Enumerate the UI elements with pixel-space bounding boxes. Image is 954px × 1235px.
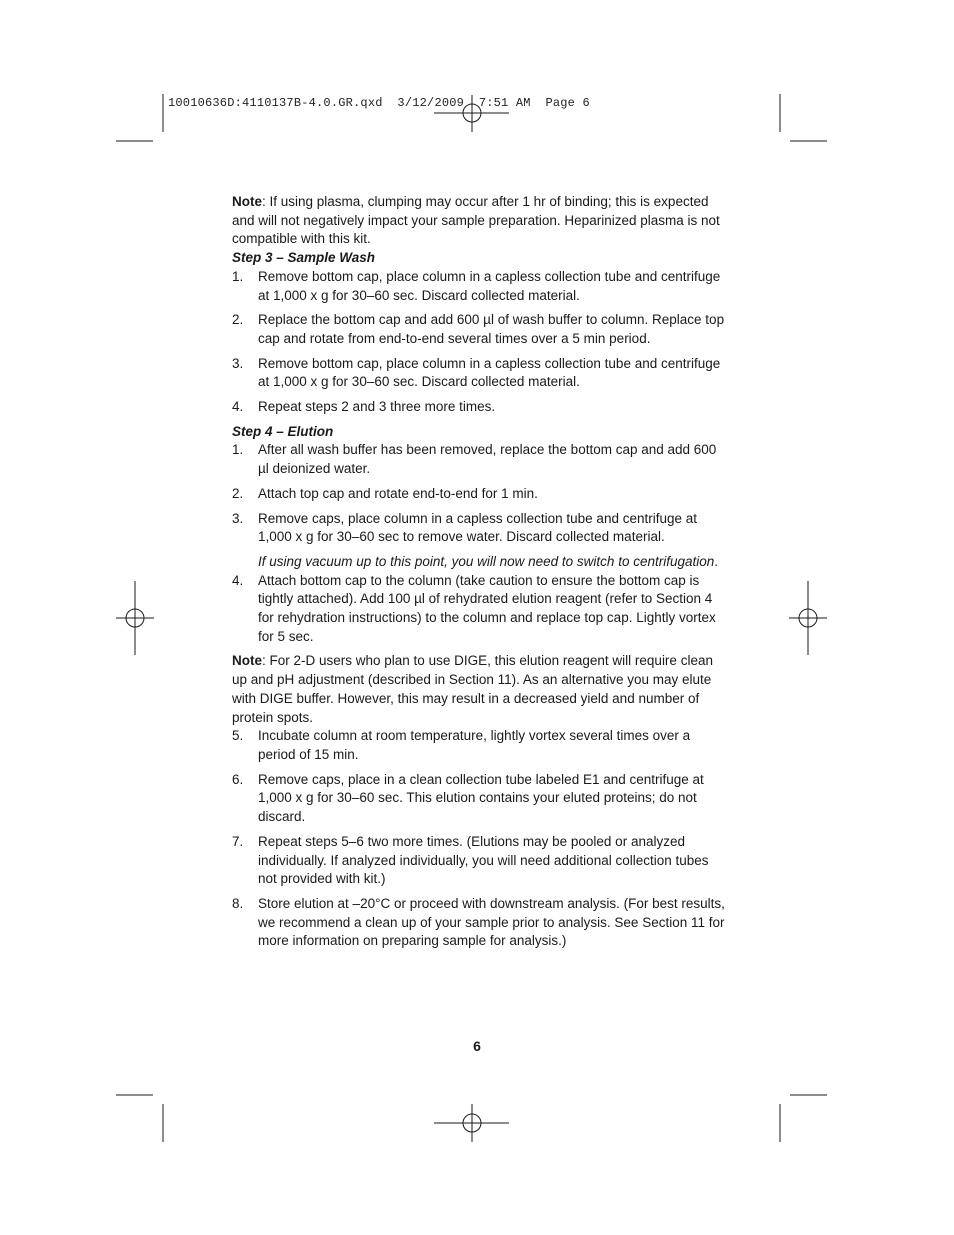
list-item: 8. Store elution at –20°C or proceed with downstream analysis. (For best results, we recommend a clean up of your sample prior to analysis. See Section 11 for more information on preparing sample for analysis.) [232, 895, 725, 949]
note-label: Note [232, 653, 262, 669]
vacuum-note: If using vacuum up to this point, you will now need to switch to centrifugation. [258, 553, 719, 569]
registration-mark-bottom [434, 1104, 509, 1142]
list-item: 3. Remove caps, place column in a capless collection tube and centrifuge at 1,000 x g for 30–60 sec to remove water. Discard collected material. [232, 510, 698, 545]
registration-mark-right [789, 581, 827, 655]
list-item: 7. Repeat steps 5–6 two more times. (Elutions may be pooled or analyzed individually. If analyzed individually, you will need additional collection tubes not provided with kit.) [232, 833, 709, 887]
step4-heading: Step 4 – Elution [232, 423, 334, 439]
list-item: 2. Replace the bottom cap and add 600 µl of wash buffer to column. Replace top cap and rotate from end-to-end several times over a 5 min period. [232, 312, 725, 346]
slug-line: 10010636D:4110137B-4.0.GR.qxd 3/12/2009 7:51 AM Page 6 [168, 96, 590, 110]
list-item: 1. Remove bottom cap, place column in a capless collection tube and centrifuge at 1,000 x g for 30–60 sec. Discard collected material. [232, 268, 721, 303]
document-body [232, 193, 730, 957]
list-item: 4. Repeat steps 2 and 3 three more times. [232, 399, 496, 415]
registration-mark-left [116, 581, 154, 655]
step4-list-cont [232, 572, 730, 647]
list-item: 5. Incubate column at room temperature, lightly vortex several times over a period of 15 min. [232, 728, 691, 762]
registration-mark-top [434, 95, 509, 132]
note-dige [232, 652, 730, 727]
step3-list [232, 268, 730, 417]
page-number: 6 [473, 1038, 481, 1054]
list-item: 1. After all wash buffer has been removed, replace the bottom cap and add 600 µl deionized water. [232, 442, 717, 477]
list-item: 2. Attach top cap and rotate end-to-end for 1 min. [232, 485, 538, 501]
note-plasma [232, 193, 730, 249]
step4-list-b [232, 727, 730, 951]
step3-heading: Step 3 – Sample Wash [232, 250, 376, 266]
list-item: 3. Remove bottom cap, place column in a capless collection tube and centrifuge at 1,000 x g for 30–60 sec. Discard collected material. [232, 355, 721, 390]
list-item: 4. Attach bottom cap to the column (take caution to ensure the bottom cap is tightly attached). Add 100 µl of rehydrated elution reagent (refer to Section 4 for rehydration instructions) to the column and replace top cap. Lightly vortex for 5 sec. [232, 572, 716, 644]
list-item: 6. Remove caps, place in a clean collection tube labeled E1 and centrifuge at 1,000 x g for 30–60 sec. This elution contains your eluted proteins; do not discard. [232, 771, 704, 825]
note-text: : For 2-D users who plan to use DIGE, this elution reagent will require clean up and pH adjustment (described in Section 11). As an alternative you may elute with DIGE buffer. However, this may result in a decreased yield and number of protein spots. [232, 653, 713, 725]
note-text: : If using plasma, clumping may occur after 1 hr of binding; this is expected and will not negatively impact your sample preparation. Heparinized plasma is not compatible with this kit. [232, 194, 720, 247]
step4-list [232, 441, 730, 547]
note-label: Note [232, 194, 262, 209]
